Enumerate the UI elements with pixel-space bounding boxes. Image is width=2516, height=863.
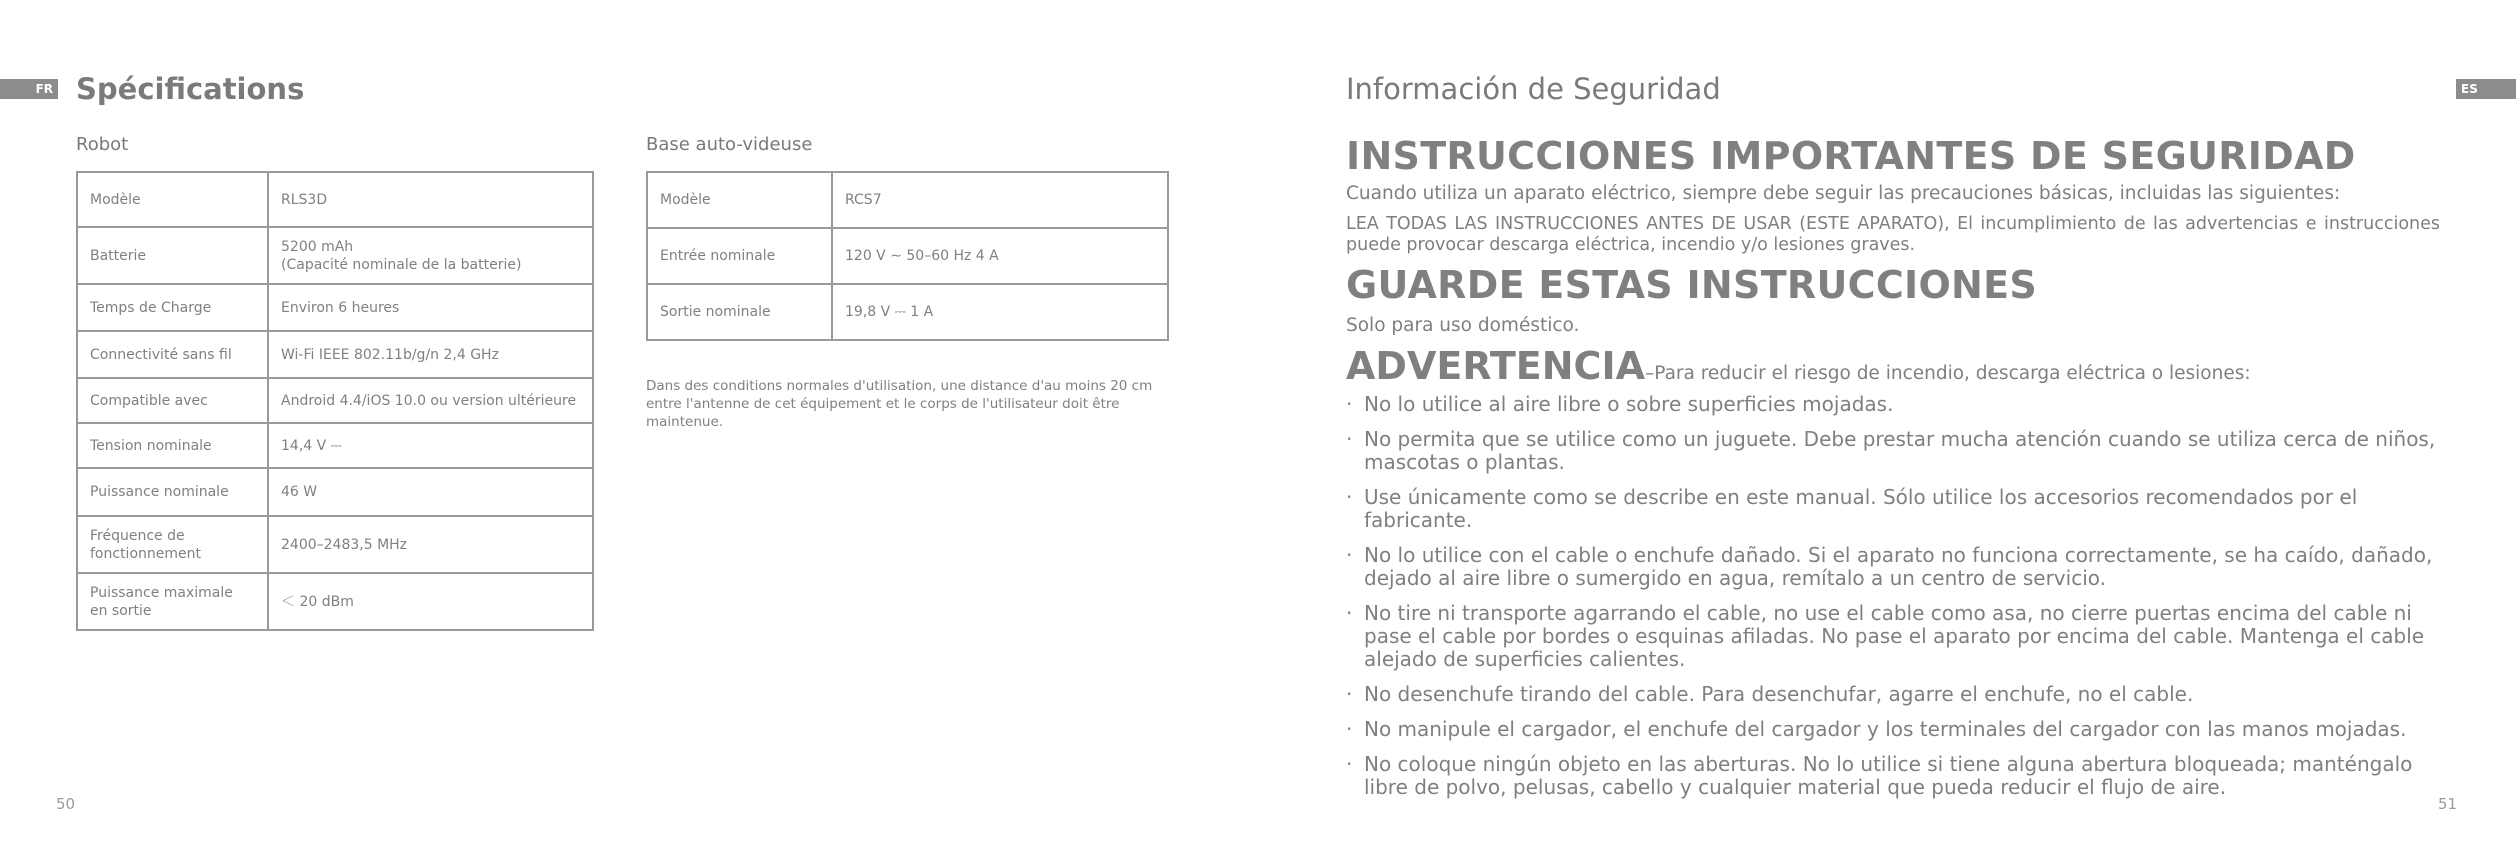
robot-section-title: Robot	[76, 134, 129, 155]
bullet-marker: ·	[1346, 601, 1353, 625]
safety-bullet	[1346, 486, 2446, 532]
spec-label: Batterie	[77, 227, 268, 284]
page-number: 51	[2438, 795, 2458, 813]
bullet-marker: ·	[1346, 717, 1353, 741]
bullet-text: No lo utilice con el cable o enchufe dañado. Si el aparato no funciona correctamente, se ha caído, dañado, dejado al aire libre o sumergido en agua, remítalo a un centro de servicio.	[1364, 543, 2433, 590]
spec-label: Modèle	[647, 172, 832, 228]
spec-value: 46 W	[268, 468, 593, 516]
bullet-marker: ·	[1346, 682, 1353, 706]
spec-row	[77, 331, 593, 378]
section-title: Información de Seguridad	[1346, 72, 1721, 106]
spec-value: 14,4 V ⎓	[268, 423, 593, 468]
spec-value: 5200 mAh (Capacité nominale de la batterie)	[268, 227, 593, 284]
spec-row	[77, 573, 593, 630]
spec-label: Puissance maximale en sortie	[77, 573, 268, 630]
spec-row	[77, 172, 593, 227]
page-title: Spécifications	[76, 72, 305, 106]
base-section-title: Base auto-videuse	[646, 134, 813, 155]
spec-value: Environ 6 heures	[268, 284, 593, 331]
warning-word: ADVERTENCIA	[1346, 344, 1645, 388]
spec-value: Wi-Fi IEEE 802.11b/g/n 2,4 GHz	[268, 331, 593, 378]
safety-bullet	[1346, 544, 2446, 590]
bullet-marker: ·	[1346, 752, 1353, 776]
spec-value: 2400–2483,5 MHz	[268, 516, 593, 573]
spec-label: Modèle	[77, 172, 268, 227]
intro-text: Cuando utiliza un aparato eléctrico, siempre debe seguir las precauciones básicas, incluidas las siguientes:	[1346, 183, 2341, 204]
spec-label: Connectivité sans fil	[77, 331, 268, 378]
spec-row	[77, 423, 593, 468]
language-tab-fr: FR	[0, 79, 58, 99]
page-number: 50	[56, 795, 76, 813]
spec-row	[77, 378, 593, 423]
safety-bullet-list	[1346, 393, 2446, 811]
bullet-text: Use únicamente como se describe en este manual. Sólo utilice los accesorios recomendados por el fabricante.	[1364, 485, 2358, 532]
safety-bullet	[1346, 718, 2446, 741]
safety-bullet	[1346, 393, 2446, 416]
base-spec-table	[646, 171, 1169, 341]
safety-bullet	[1346, 753, 2446, 799]
warning-text: –Para reducir el riesgo de incendio, descarga eléctrica o lesiones:	[1645, 363, 2251, 384]
household-use-note: Solo para uso doméstico.	[1346, 315, 1580, 336]
save-instructions-heading: GUARDE ESTAS INSTRUCCIONES	[1346, 263, 2038, 307]
spec-row	[77, 284, 593, 331]
antenna-distance-note: Dans des conditions normales d'utilisation, une distance d'au moins 20 cm entre l'antenne de cet équipement et le corps de l'utilisateur doit être maintenue.	[646, 378, 1153, 430]
read-all-warning: LEA TODAS LAS INSTRUCCIONES ANTES DE USAR (ESTE APARATO), El incumplimiento de las advertencias e instrucciones puede provocar descarga eléctrica, incendio y/o lesiones graves.	[1346, 214, 2440, 255]
language-tab-es: ES	[2456, 79, 2516, 99]
spec-label: Entrée nominale	[647, 228, 832, 284]
spec-label: Tension nominale	[77, 423, 268, 468]
warning-line	[1346, 344, 2440, 388]
bullet-marker: ·	[1346, 543, 1353, 567]
bullet-text: No permita que se utilice como un juguete. Debe prestar mucha atención cuando se utiliza cerca de niños, mascotas o plantas.	[1364, 427, 2436, 474]
spec-label: Fréquence de fonctionnement	[77, 516, 268, 573]
safety-heading: INSTRUCCIONES IMPORTANTES DE SEGURIDAD	[1346, 134, 2356, 178]
spec-value: ＜ 20 dBm	[268, 573, 593, 630]
safety-bullet	[1346, 602, 2446, 671]
spec-label: Puissance nominale	[77, 468, 268, 516]
bullet-text: No tire ni transporte agarrando el cable, no use el cable como asa, no cierre puertas encima del cable ni pase el cable por bordes o esquinas afiladas. No pase el aparato por encima del cable. Mantenga el cable alejado de superficies calientes.	[1364, 601, 2425, 671]
spec-value: RLS3D	[268, 172, 593, 227]
spec-row	[77, 227, 593, 284]
bullet-marker: ·	[1346, 485, 1353, 509]
robot-spec-table	[76, 171, 594, 631]
spec-row	[77, 468, 593, 516]
spec-row	[647, 172, 1168, 228]
spec-row	[647, 228, 1168, 284]
spec-value: 120 V ∼ 50–60 Hz 4 A	[832, 228, 1168, 284]
safety-bullet	[1346, 683, 2446, 706]
spec-value: 19,8 V ⎓ 1 A	[832, 284, 1168, 340]
spec-label: Temps de Charge	[77, 284, 268, 331]
bullet-text: No desenchufe tirando del cable. Para desenchufar, agarre el enchufe, no el cable.	[1364, 682, 2194, 706]
bullet-text: No lo utilice al aire libre o sobre superficies mojadas.	[1364, 392, 1894, 416]
bullet-text: No manipule el cargador, el enchufe del cargador y los terminales del cargador con las manos mojadas.	[1364, 717, 2407, 741]
spec-value: RCS7	[832, 172, 1168, 228]
bullet-text: No coloque ningún objeto en las aberturas. No lo utilice si tiene alguna abertura bloqueada; manténgalo libre de polvo, pelusas, cabello y cualquier material que pueda reducir el flujo de aire.	[1364, 752, 2413, 799]
bullet-marker: ·	[1346, 392, 1353, 416]
spec-label: Compatible avec	[77, 378, 268, 423]
spec-row	[77, 516, 593, 573]
spec-value: Android 4.4/iOS 10.0 ou version ultérieure	[268, 378, 593, 423]
spec-label: Sortie nominale	[647, 284, 832, 340]
spec-row	[647, 284, 1168, 340]
bullet-marker: ·	[1346, 427, 1353, 451]
safety-bullet	[1346, 428, 2446, 474]
